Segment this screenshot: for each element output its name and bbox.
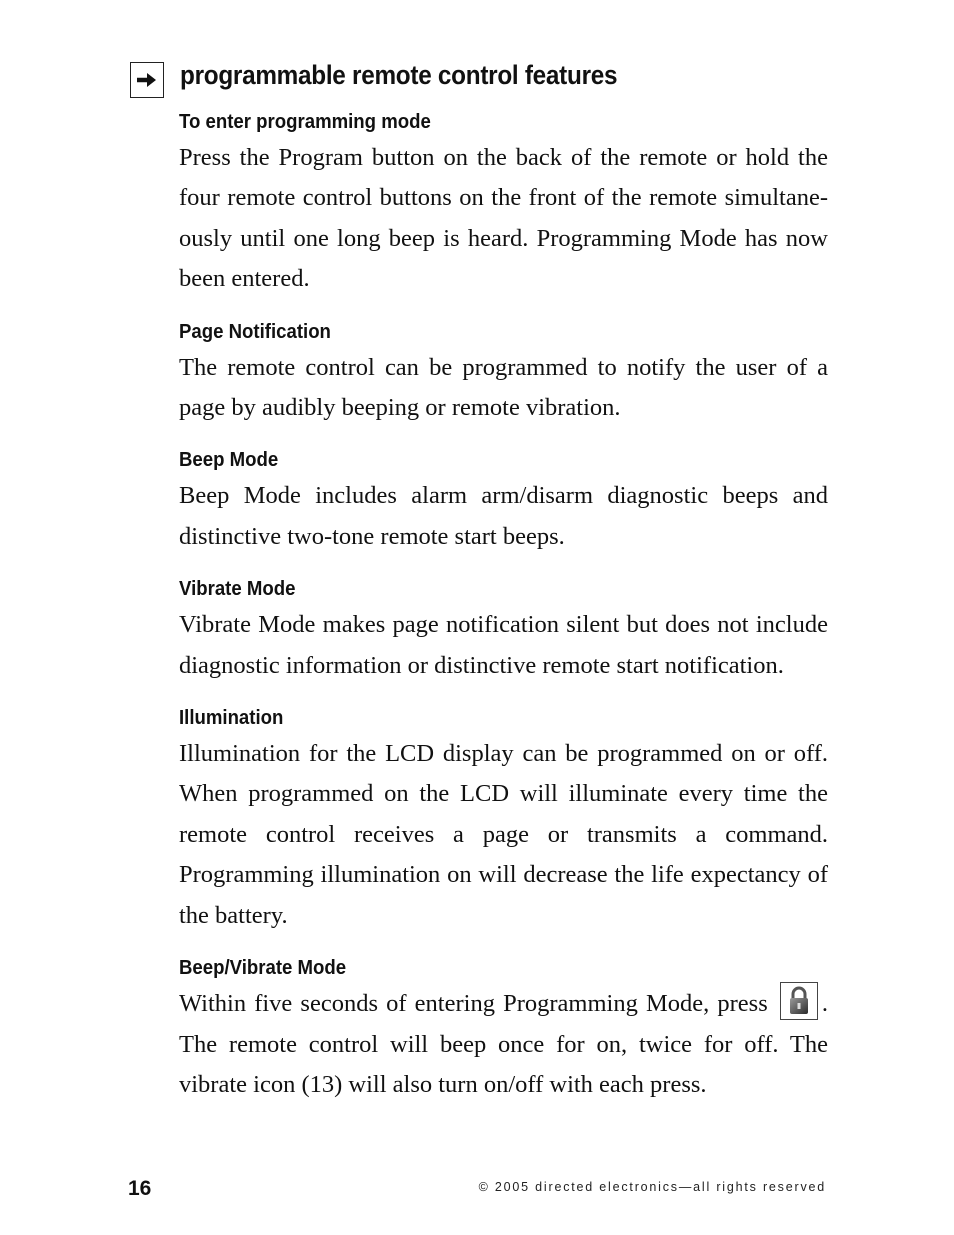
- page-title: programmable remote control features: [180, 60, 618, 90]
- section-heading: To enter programming mode: [179, 111, 431, 133]
- section-beep-mode: [179, 448, 828, 557]
- section-body: Beep Mode includes alarm arm/disarm diagnostic beeps and distinctive two-tone remote start beeps.: [179, 482, 828, 550]
- section-body: [179, 984, 828, 1105]
- page-number: 16: [128, 1177, 152, 1200]
- section-beep-vibrate-mode: [179, 956, 828, 1105]
- page-content: [179, 110, 828, 1105]
- section-heading: Beep Mode: [179, 449, 279, 472]
- section-page-notification: [179, 320, 828, 429]
- section-enter-programming: [179, 110, 828, 300]
- copyright-notice: © 2005 directed electronics—all rights reserved: [478, 1180, 826, 1194]
- section-heading: Page Notification: [179, 320, 331, 343]
- section-heading: Beep/Vibrate Mode: [179, 957, 347, 980]
- lock-button: [780, 982, 818, 1020]
- body-text-before: Within five seconds of entering Programming Mode, press: [179, 990, 776, 1018]
- section-body: Vibrate Mode makes page notification silent but does not include diagnostic information or distinctive remote start notification.: [179, 611, 828, 679]
- section-body: The remote control can be programmed to notify the user of a page by audibly beeping or remote vibration.: [179, 353, 828, 422]
- section-body: Press the Program button on the back of the remote or hold the four remote control buttons on the front of the remote simultaneously until one long beep is heard. Programming Mode has now been entered.: [179, 144, 828, 293]
- section-heading: Illumination: [179, 707, 284, 730]
- body-text-after: . The remote control will beep once for on, twice for off. The vibrate icon (13) will also turn on/off with each press.: [179, 990, 828, 1098]
- section-heading: Vibrate Mode: [179, 578, 296, 601]
- lock-icon: [781, 983, 817, 1019]
- arrow-right-icon: [130, 62, 164, 98]
- section-vibrate-mode: [179, 577, 828, 686]
- section-body: Illumination for the LCD display can be programmed on or off. When programmed on the LCD will illuminate every time the remote control receives a page or transmits a command. Programming illumination on will decrease the life expectancy of the battery.: [179, 740, 828, 929]
- section-illumination: [179, 706, 828, 936]
